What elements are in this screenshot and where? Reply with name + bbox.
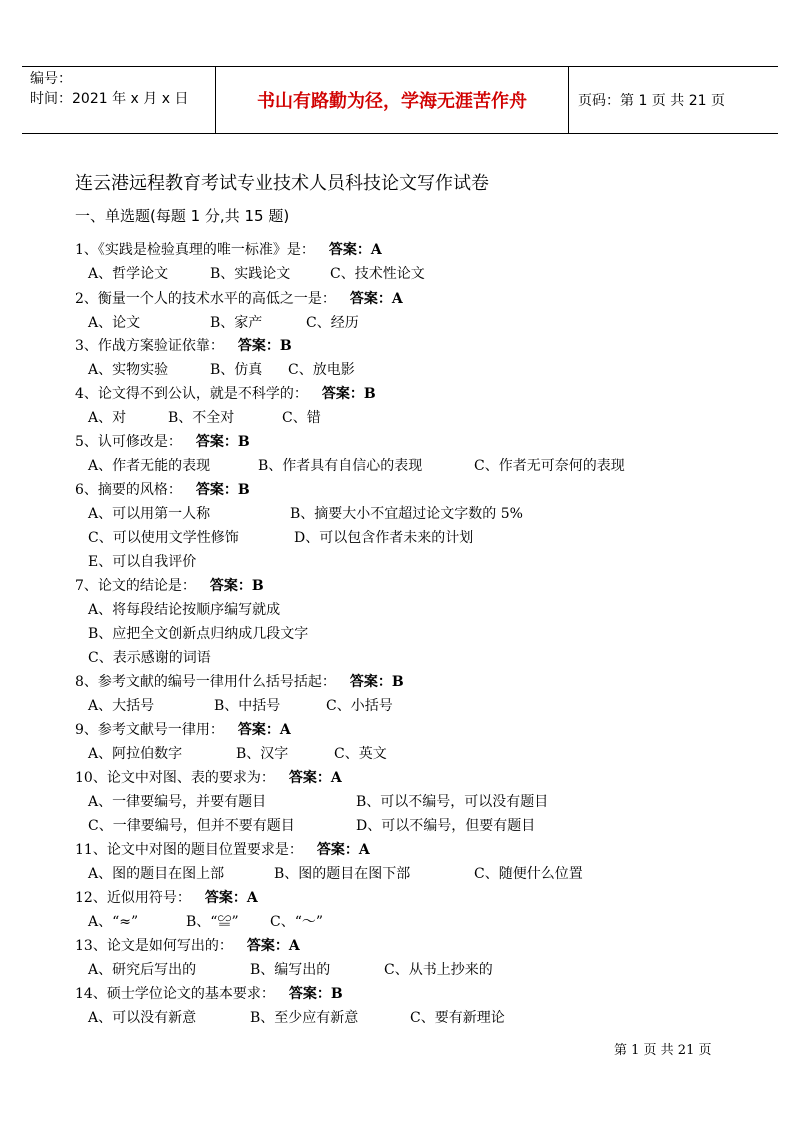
option-item: C、英文	[334, 746, 387, 762]
option-item: A、大括号	[88, 698, 155, 714]
question-text: 11、论文中对图的题目位置要求是：	[75, 842, 303, 858]
option-item: C、要有新理论	[410, 1010, 505, 1026]
option-item: A、图的题目在图上部	[88, 866, 225, 882]
question-text: 9、参考文献号一律用：	[75, 722, 224, 738]
option-item: B、仿真	[210, 362, 263, 378]
option-item: B、中括号	[214, 698, 281, 714]
header-page-info: 页码：第 1 页 共 21 页	[578, 93, 725, 109]
option-item: B、应把全文创新点归纳成几段文字	[88, 626, 309, 642]
answer-label: 答案：B	[321, 386, 376, 402]
section-heading: 一、单选题(每题 1 分,共 15 题)	[75, 207, 290, 225]
answer-label: 答案：B	[288, 986, 343, 1002]
answer-label: 答案：A	[316, 842, 370, 858]
question-text: 8、参考文献的编号一律用什么括号括起：	[75, 674, 336, 690]
page-footer: 第 1 页 共 21 页	[614, 1043, 712, 1058]
option-item: C、错	[282, 410, 321, 426]
question-text: 5、认可修改是：	[75, 434, 182, 450]
option-item: B、实践论文	[210, 266, 291, 282]
question-line	[75, 673, 404, 691]
question-line	[75, 290, 403, 308]
question-line	[75, 337, 292, 355]
header-meta	[30, 69, 188, 109]
option-item: A、阿拉伯数字	[88, 746, 183, 762]
option-item: C、小括号	[326, 698, 393, 714]
page-header	[22, 66, 778, 134]
answer-label: 答案：A	[246, 938, 300, 954]
answer-label: 答案：B	[349, 674, 404, 690]
option-item: B、编写出的	[250, 962, 331, 978]
option-item: A、将每段结论按顺序编写就成	[88, 602, 281, 618]
option-item: D、可以不编号，但要有题目	[356, 818, 536, 834]
answer-label: 答案：A	[288, 770, 342, 786]
question-line	[75, 433, 250, 451]
question-line	[75, 241, 382, 259]
option-item: C、表示感谢的词语	[88, 650, 211, 666]
option-item: A、“≈”	[88, 914, 139, 930]
question-text: 7、论文的结论是：	[75, 578, 196, 594]
question-text: 4、论文得不到公认，就是不科学的：	[75, 386, 308, 402]
answer-label: 答案：A	[349, 291, 403, 307]
option-item: A、作者无能的表现	[88, 458, 211, 474]
question-line	[75, 889, 258, 907]
option-item: A、可以没有新意	[88, 1010, 197, 1026]
option-item: A、哲学论文	[88, 266, 169, 282]
question-text: 10、论文中对图、表的要求为：	[75, 770, 275, 786]
question-line	[75, 937, 300, 955]
option-item: B、作者具有自信心的表现	[258, 458, 423, 474]
question-line	[75, 577, 264, 595]
answer-label: 答案：B	[195, 434, 250, 450]
option-item: C、从书上抄来的	[384, 962, 493, 978]
option-item: B、图的题目在图下部	[274, 866, 411, 882]
question-line	[75, 985, 343, 1003]
answer-label: 答案：B	[195, 482, 250, 498]
question-text: 12、近似用符号：	[75, 890, 191, 906]
question-line	[75, 721, 291, 739]
option-item: E、可以自我评价	[88, 554, 197, 570]
option-item: B、至少应有新意	[250, 1010, 359, 1026]
option-item: C、作者无可奈何的表现	[474, 458, 625, 474]
answer-label: 答案：A	[237, 722, 291, 738]
option-item: A、研究后写出的	[88, 962, 197, 978]
option-item: B、摘要大小不宜超过论文字数的 5%	[290, 506, 523, 522]
option-item: A、实物实验	[88, 362, 169, 378]
option-item: B、汉字	[236, 746, 289, 762]
option-item: B、不全对	[168, 410, 235, 426]
option-item: C、经历	[306, 315, 359, 331]
answer-label: 答案：A	[328, 242, 382, 258]
question-text: 13、论文是如何写出的：	[75, 938, 233, 954]
option-item: B、可以不编号，可以没有题目	[356, 794, 549, 810]
header-motto: 书山有路勤为径，学海无涯苦作舟	[257, 91, 527, 112]
question-text: 14、硕士学位论文的基本要求：	[75, 986, 275, 1002]
answer-label: 答案：B	[209, 578, 264, 594]
question-text: 2、衡量一个人的技术水平的高低之一是：	[75, 291, 336, 307]
option-item: C、技术性论文	[330, 266, 425, 282]
question-line	[75, 769, 342, 787]
option-item: B、家产	[210, 315, 263, 331]
header-divider	[568, 67, 569, 133]
exam-title: 连云港远程教育考试专业技术人员科技论文写作试卷	[75, 173, 489, 194]
option-item: C、随便什么位置	[474, 866, 583, 882]
option-item: A、可以用第一人称	[88, 506, 211, 522]
question-text: 6、摘要的风格：	[75, 482, 182, 498]
question-text: 1、《实践是检验真理的唯一标准》是：	[75, 242, 315, 258]
option-item: A、一律要编号，并要有题目	[88, 794, 267, 810]
option-item: D、可以包含作者未来的计划	[294, 530, 474, 546]
question-line	[75, 841, 370, 859]
answer-label: 答案：A	[204, 890, 258, 906]
option-item: A、论文	[88, 315, 141, 331]
time-label: 时间：2021 年 x 月 x 日	[30, 91, 189, 107]
answer-label: 答案：B	[237, 338, 292, 354]
option-item: A、对	[88, 410, 127, 426]
question-line	[75, 385, 376, 403]
option-item: C、放电影	[288, 362, 355, 378]
option-item: C、“～”	[270, 914, 324, 930]
serial-label: 编号：	[30, 71, 72, 87]
option-item: C、可以使用文学性修饰	[88, 530, 239, 546]
question-line	[75, 481, 250, 499]
question-text: 3、作战方案验证依靠：	[75, 338, 224, 354]
option-item: B、“≌”	[186, 914, 239, 930]
option-item: C、一律要编号，但并不要有题目	[88, 818, 295, 834]
